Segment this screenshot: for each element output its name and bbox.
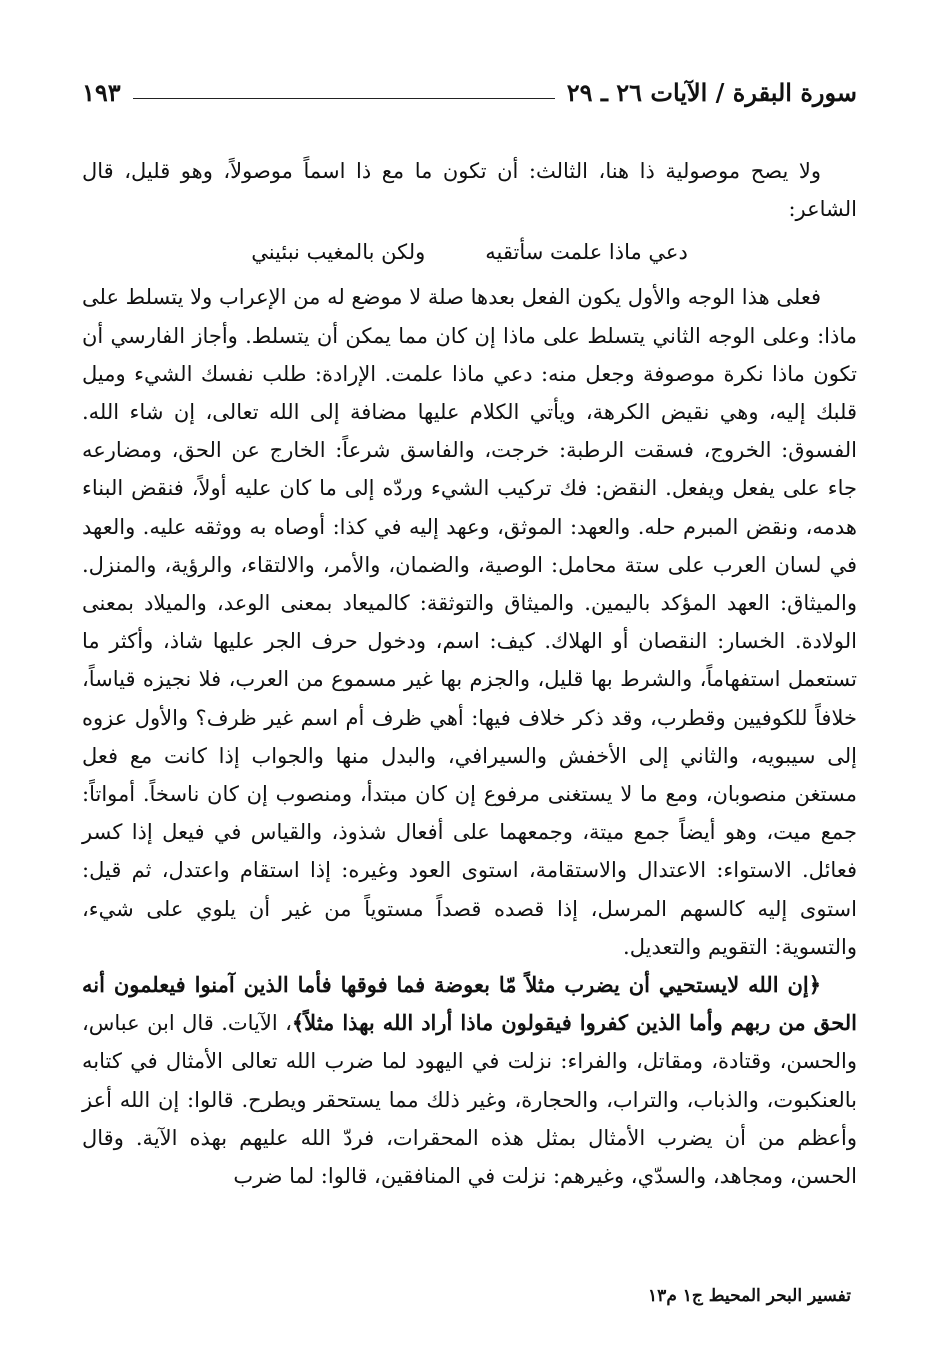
poem-hemistich-second: ولكن بالمغيب نبئيني: [251, 240, 426, 265]
header-rule: [133, 98, 555, 99]
paragraph-definitions: فعلى هذا الوجه والأول يكون الفعل بعدها صلة لا موضع له من الإعراب ولا يتسلط على ماذا: وعلى الوجه الثاني يتسلط على ماذا إن كان مما يمكن أن يتسلط. وأجاز الفارسي أن تكون ماذا نكرة موصوفة وجعل منه: دعي ماذا علمت. الإرادة: طلب نفسك الشيء وميل قلبك إليه، وهي نقيض الكرهة، ويأتي الكلام عليها مضافة إلى الله تعالى، إن شاء الله. الفسوق: الخروج، فسقت الرطبة: خرجت، والفاسق شرعاً: الخارج عن الحق، ومضارعه جاء على يفعل ويفعل. النقض: فك تركيب الشيء وردّه إلى ما كان عليه أولاً، فنقض البناء هدمه، ونقض المبرم حله. والعهد: الموثق، وعهد إليه في كذا: أوصاه به ووثقه عليه. والعهد في لسان العرب على ستة محامل: الوصية، والضمان، والأمر، والالتقاء، والرؤية، والمنزل. والميثاق: العهد المؤكد باليمين. والميثاق والتوثقة: كالميعاد بمعنى الوعد، والميلاد بمعنى الولادة. الخسار: النقصان أو الهلاك. كيف: اسم، ودخول حرف الجر عليها شاذ، وأكثر ما تستعمل استفهاماً، والشرط بها قليل، والجزم بها غير مسموع من العرب، فلا نجيزه قياساً، خلافاً للكوفيين وقطرب، وقد ذكر خلاف فيها: أهي ظرف أم اسم غير ظرف؟ والأول عزوه إلى سيبويه، والثاني إلى الأخفش والسيرافي، والبدل منها والجواب إذا كانت مع فعل مستغن منصوبان، ومع ما لا يستغنى مرفوع إن كان مبتدأ، ومنصوب إن كان ناسخاً. أمواتاً: جمع ميت، وهو أيضاً جمع ميتة، وجمعهما على أفعال شذوذ، والقياس في فيعل إذا كسر فعائل. الاستواء: الاعتدال والاستقامة، استوى العود وغيره: إذا استقام واعتدل، ثم قيل: استوى إليه كالسهم المرسل، إذا قصده قصداً مستوياً من غير أن يلوي على شيء، والتسوية: التقويم والتعديل.: [82, 285, 857, 959]
quran-verse: ﴿إن الله لايستحيي أن يضرب مثلاً مّا بعوضة فما فوقها فأما الذين آمنوا فيعلمون أنه الحق من ربهم وأما الذين كفروا فيقولون ماذا أراد الله بهذا مثلاً﴾: [82, 972, 857, 1036]
footer-signature: تفسير البحر المحيط ج١ م١٣: [648, 1286, 851, 1306]
page-header: [82, 72, 857, 112]
poem-hemistich-first: دعي ماذا علمت سأتقيه: [485, 240, 688, 265]
page-number: ١٩٣: [82, 77, 121, 107]
running-title: سورة البقرة / الآيات ٢٦ ـ ٢٩: [566, 77, 857, 107]
poem-verse: [82, 232, 857, 272]
paragraph-intro: ولا يصح موصولية ذا هنا، الثالث: أن تكون ما مع ذا اسماً موصولاً، وهو قليل، قال الشاعر:: [82, 159, 857, 222]
paragraph-verse-commentary: [82, 966, 857, 1195]
body-text: [82, 152, 857, 1195]
verse-commentary: ، الآيات. قال ابن عباس، والحسن، وقتادة، ومقاتل، والفراء: نزلت في اليهود لما ضرب الله تعالى الأمثال في كتابه بالعنكبوت، والذباب، والتراب، والحجارة، وغير ذلك مما يستحقر ويطرح. قالوا: إن الله أعز وأعظم من أن يضرب الأمثال بمثل هذه المحقرات، فردّ الله عليهم بهذه الآية. وقال الحسن، ومجاهد، والسدّي، وغيرهم: نزلت في المنافقين، قالوا: لما ضرب: [82, 1011, 857, 1189]
